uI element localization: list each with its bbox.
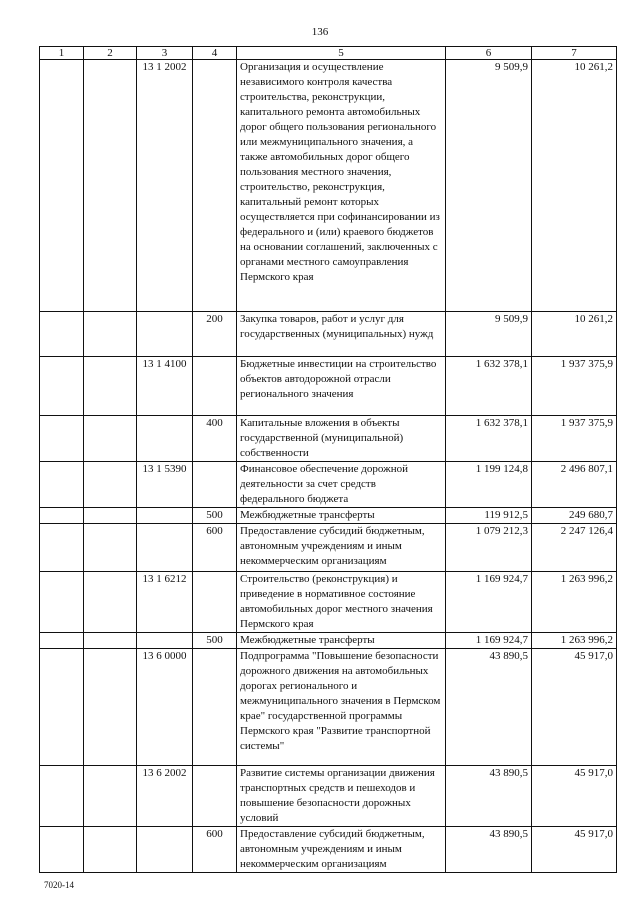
header-col-1: 1 bbox=[40, 47, 84, 60]
amount-col-7: 2 496 807,1 bbox=[532, 462, 617, 508]
amount-col-6: 43 890,5 bbox=[446, 827, 532, 873]
description: Организация и осуществление независимого контроля качества строительства, реконструкции, капитального ремонта автомобильных дорог общего пользования регионального или межмуниципального значения, а также автомобильных дорог общего пользования местного значения, строительство, реконструкция, капитальный ремонт которых осуществляется при софинансировании из федерального и (или) краевого бюджетов на основании соглашений, заключенных с органами местного самоуправления Пермского края bbox=[237, 60, 446, 312]
expense-type: 200 bbox=[193, 312, 237, 357]
expense-type bbox=[193, 462, 237, 508]
header-col-7: 7 bbox=[532, 47, 617, 60]
cell-col-2 bbox=[84, 827, 137, 873]
amount-col-6: 1 079 212,3 bbox=[446, 524, 532, 572]
description: Подпрограмма "Повышение безопасности дорожного движения на автомобильных дорогах регионального и межмуниципального значения в Пермском крае" государственной программы Пермского края "Развитие транспортной системы" bbox=[237, 649, 446, 766]
cell-col-1 bbox=[40, 416, 84, 462]
cell-col-2 bbox=[84, 649, 137, 766]
target-code: 13 1 5390 bbox=[137, 462, 193, 508]
cell-col-2 bbox=[84, 766, 137, 827]
target-code bbox=[137, 524, 193, 572]
cell-col-1 bbox=[40, 572, 84, 633]
cell-col-2 bbox=[84, 357, 137, 416]
cell-col-2 bbox=[84, 572, 137, 633]
cell-col-2 bbox=[84, 60, 137, 312]
expense-type bbox=[193, 572, 237, 633]
expense-type bbox=[193, 357, 237, 416]
cell-col-2 bbox=[84, 633, 137, 649]
amount-col-6: 119 912,5 bbox=[446, 508, 532, 524]
cell-col-1 bbox=[40, 357, 84, 416]
description: Капитальные вложения в объекты государственной (муниципальной) собственности bbox=[237, 416, 446, 462]
cell-col-1 bbox=[40, 649, 84, 766]
target-code: 13 6 0000 bbox=[137, 649, 193, 766]
cell-col-1 bbox=[40, 462, 84, 508]
cell-col-1 bbox=[40, 633, 84, 649]
table-row bbox=[40, 357, 617, 416]
expense-type: 600 bbox=[193, 827, 237, 873]
description: Предоставление субсидий бюджетным, автономным учреждениям и иным некоммерческим организациям bbox=[237, 827, 446, 873]
document-code: 7020-14 bbox=[44, 880, 74, 890]
amount-col-6: 1 199 124,8 bbox=[446, 462, 532, 508]
table-row bbox=[40, 766, 617, 827]
amount-col-7: 45 917,0 bbox=[532, 649, 617, 766]
description: Межбюджетные трансферты bbox=[237, 508, 446, 524]
expense-type: 400 bbox=[193, 416, 237, 462]
table-row bbox=[40, 416, 617, 462]
description: Развитие системы организации движения транспортных средств и пешеходов и повышение безопасности дорожных условий bbox=[237, 766, 446, 827]
amount-col-7: 2 247 126,4 bbox=[532, 524, 617, 572]
cell-col-1 bbox=[40, 312, 84, 357]
cell-col-2 bbox=[84, 508, 137, 524]
expense-type: 600 bbox=[193, 524, 237, 572]
amount-col-7: 249 680,7 bbox=[532, 508, 617, 524]
cell-col-1 bbox=[40, 60, 84, 312]
amount-col-7: 10 261,2 bbox=[532, 312, 617, 357]
amount-col-6: 1 169 924,7 bbox=[446, 572, 532, 633]
target-code: 13 1 6212 bbox=[137, 572, 193, 633]
header-col-5: 5 bbox=[237, 47, 446, 60]
cell-col-1 bbox=[40, 766, 84, 827]
table-row bbox=[40, 524, 617, 572]
target-code bbox=[137, 633, 193, 649]
amount-col-6: 1 632 378,1 bbox=[446, 357, 532, 416]
expense-type bbox=[193, 649, 237, 766]
amount-col-6: 9 509,9 bbox=[446, 60, 532, 312]
header-row bbox=[40, 47, 617, 60]
cell-col-1 bbox=[40, 524, 84, 572]
target-code: 13 1 4100 bbox=[137, 357, 193, 416]
table-row bbox=[40, 508, 617, 524]
expense-type: 500 bbox=[193, 633, 237, 649]
table-row bbox=[40, 633, 617, 649]
amount-col-6: 43 890,5 bbox=[446, 649, 532, 766]
table-row bbox=[40, 827, 617, 873]
target-code: 13 1 2002 bbox=[137, 60, 193, 312]
amount-col-7: 10 261,2 bbox=[532, 60, 617, 312]
description: Строительство (реконструкция) и приведение в нормативное состояние автомобильных дорог местного значения Пермского края bbox=[237, 572, 446, 633]
header-col-2: 2 bbox=[84, 47, 137, 60]
table-row bbox=[40, 312, 617, 357]
amount-col-7: 1 937 375,9 bbox=[532, 357, 617, 416]
amount-col-7: 1 937 375,9 bbox=[532, 416, 617, 462]
target-code: 13 6 2002 bbox=[137, 766, 193, 827]
description: Закупка товаров, работ и услуг для государственных (муниципальных) нужд bbox=[237, 312, 446, 357]
amount-col-7: 1 263 996,2 bbox=[532, 572, 617, 633]
table-row bbox=[40, 462, 617, 508]
amount-col-6: 1 169 924,7 bbox=[446, 633, 532, 649]
budget-table bbox=[39, 46, 617, 873]
amount-col-6: 1 632 378,1 bbox=[446, 416, 532, 462]
table-row bbox=[40, 572, 617, 633]
cell-col-2 bbox=[84, 416, 137, 462]
target-code bbox=[137, 312, 193, 357]
header-col-3: 3 bbox=[137, 47, 193, 60]
description: Предоставление субсидий бюджетным, автономным учреждениям и иным некоммерческим организациям bbox=[237, 524, 446, 572]
description: Межбюджетные трансферты bbox=[237, 633, 446, 649]
table-row bbox=[40, 60, 617, 312]
cell-col-2 bbox=[84, 312, 137, 357]
cell-col-1 bbox=[40, 508, 84, 524]
target-code bbox=[137, 827, 193, 873]
description: Бюджетные инвестиции на строительство объектов автодорожной отрасли регионального значения bbox=[237, 357, 446, 416]
table-row bbox=[40, 649, 617, 766]
expense-type bbox=[193, 766, 237, 827]
header-col-6: 6 bbox=[446, 47, 532, 60]
cell-col-2 bbox=[84, 462, 137, 508]
amount-col-7: 45 917,0 bbox=[532, 827, 617, 873]
amount-col-7: 45 917,0 bbox=[532, 766, 617, 827]
amount-col-7: 1 263 996,2 bbox=[532, 633, 617, 649]
amount-col-6: 9 509,9 bbox=[446, 312, 532, 357]
target-code bbox=[137, 508, 193, 524]
header-col-4: 4 bbox=[193, 47, 237, 60]
cell-col-1 bbox=[40, 827, 84, 873]
cell-col-2 bbox=[84, 524, 137, 572]
amount-col-6: 43 890,5 bbox=[446, 766, 532, 827]
page-number: 136 bbox=[311, 26, 329, 38]
description: Финансовое обеспечение дорожной деятельности за счет средств федерального бюджета bbox=[237, 462, 446, 508]
expense-type bbox=[193, 60, 237, 312]
expense-type: 500 bbox=[193, 508, 237, 524]
target-code bbox=[137, 416, 193, 462]
